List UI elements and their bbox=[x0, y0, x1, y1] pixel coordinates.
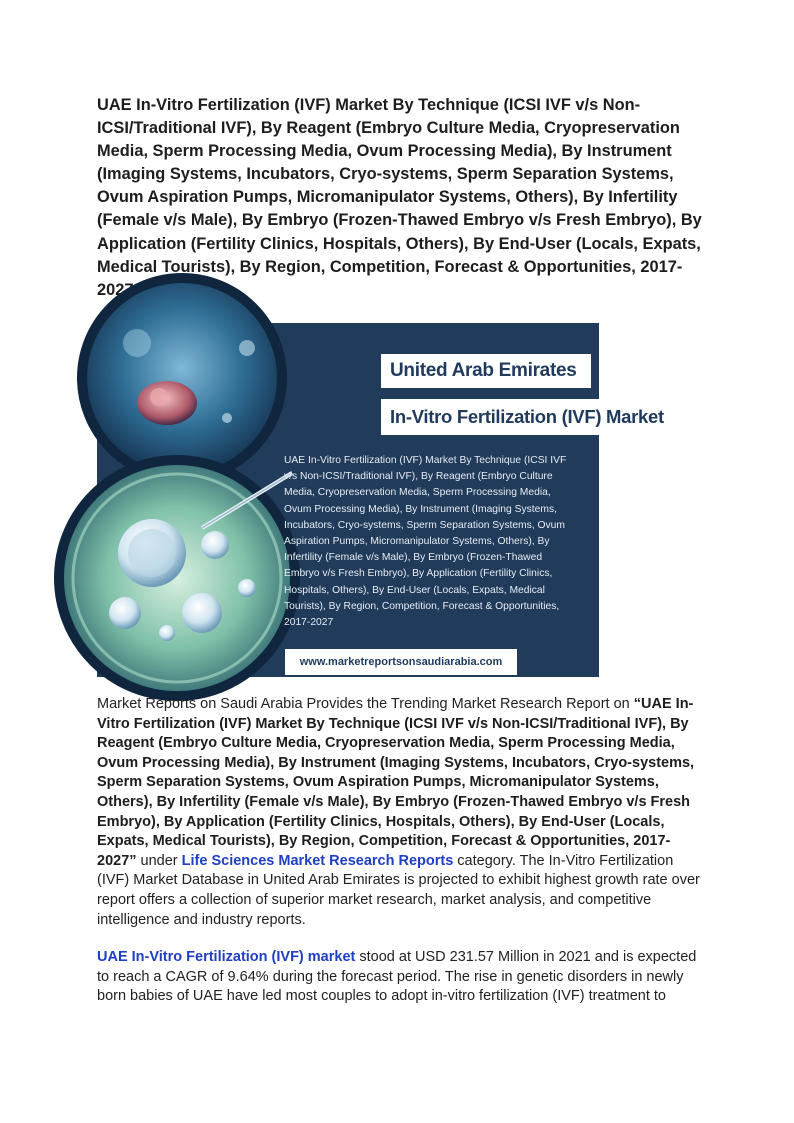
banner-market-label: In-Vitro Fertilization (IVF) Market bbox=[381, 399, 685, 435]
intro-text: Market Reports on Saudi Arabia Provides the Trending Market Research Report on bbox=[97, 696, 634, 712]
market-rest-text: stood at USD 231.57 Million in 2021 and is expected to reach a CAGR of 9.64% during the forecast period. The rise in genetic disorders in newly born babies of UAE have led most couples to adopt in-vitro fertilization (IVF) treatment to bbox=[97, 949, 697, 1005]
report-banner bbox=[97, 323, 664, 677]
report-title-bold: “UAE In-Vitro Fertilization (IVF) Market By Technique (ICSI IVF v/s Non-ICSI/Traditional IVF), By Reagent (Embryo Culture Media, Cryopreservation Media, Sperm Processing Media, Ovum Processing Media), By Instrument (Imaging Systems, Incubators, Cryo-systems, Sperm Separation Systems, Ovum Aspiration Pumps, Micromanipulator Systems, Others), By Infertility (Female v/s Male), By Embryo (Frozen-Thawed Embryo v/s Fresh Embryo), By Application (Fertility Clinics, Hospitals, Others), By End-User (Locals, Expats, Medical Tourists), By Region, Competition, Forecast & Opportunities, 2017-2027” bbox=[97, 696, 695, 869]
market-paragraph bbox=[97, 948, 702, 1007]
category-link[interactable]: Life Sciences Market Research Reports bbox=[181, 852, 454, 869]
banner-country-label: United Arab Emirates bbox=[381, 354, 591, 388]
page-title: UAE In-Vitro Fertilization (IVF) Market By Technique (ICSI IVF v/s Non-ICSI/Traditional IVF), By Reagent (Embryo Culture Media, Cryopreservation Media, Sperm Processing Media, Ovum Processing Media), By Instrument (Imaging Systems, Incubators, Cryo-systems, Sperm Separation Systems, Ovum Aspiration Pumps, Micromanipulator Systems, Others), By Infertility (Female v/s Male), By Embryo (Frozen-Thawed Embryo v/s Fresh Embryo), By Application (Fertility Clinics, Hospitals, Others), By End-User (Locals, Expats, Medical Tourists), By Region, Competition, Forecast & Opportunities, 2017-2027 bbox=[97, 96, 702, 299]
banner-url: www.marketreportsonsaudiarabia.com bbox=[285, 649, 517, 675]
intro-paragraph bbox=[97, 695, 702, 930]
under-text: under bbox=[136, 852, 182, 869]
banner-description: UAE In-Vitro Fertilization (IVF) Market By Technique (ICSI IVF v/s Non-ICSI/Traditional IVF), By Reagent (Embryo Culture Media, Cryopreservation Media, Sperm Processing Media, Ovum Processing Media), By Instrument (Imaging Systems, Incubators, Cryo-systems, Sperm Separation Systems, Ovum Aspiration Pumps, Micromanipulator Systems, Others), By Infertility (Female v/s Male), By Embryo (Frozen-Thawed Embryo v/s Fresh Embryo), By Application (Fertility Clinics, Hospitals, Others), By End-User (Locals, Expats, Medical Tourists), By Region, Competition, Forecast & Opportunities, 2017-2027 bbox=[284, 455, 567, 629]
market-link[interactable]: UAE In-Vitro Fertilization (IVF) market bbox=[97, 949, 356, 965]
intro-rest-text: category. The In-Vitro Fertilization (IVF) Market Database in United Arab Emirates is projected to exhibit highest growth rate over report offers a collection of superior market research, market analysis, and competitive intelligence and industry reports. bbox=[97, 852, 700, 928]
